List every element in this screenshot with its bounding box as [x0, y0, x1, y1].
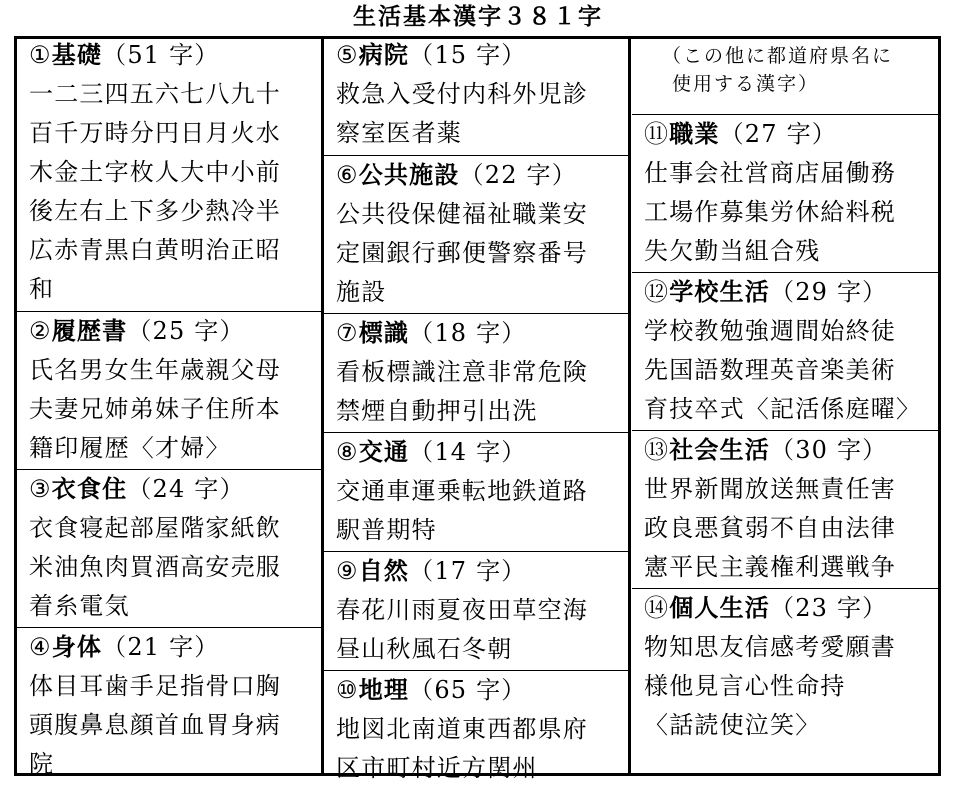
note-line: （この他に都道府県名に — [662, 45, 894, 67]
category-name: 基礎 — [51, 41, 103, 69]
category-name: 公共施設 — [358, 161, 460, 189]
category-number: ⑨ — [336, 557, 359, 585]
category-count: （29 字） — [770, 278, 888, 306]
category-section — [324, 313, 629, 432]
category-number: ⑥ — [336, 161, 359, 189]
category-count: （65 字） — [409, 676, 527, 704]
category-section — [17, 36, 322, 311]
category-section — [632, 272, 938, 430]
category-section — [324, 432, 629, 551]
column-2 — [324, 36, 629, 782]
category-name: 自然 — [358, 557, 410, 585]
kanji-line: 察室医者薬 — [336, 119, 462, 147]
category-count: （14 字） — [409, 438, 527, 466]
kanji-line: 救急入受付内科外児診 — [336, 80, 588, 108]
category-section — [632, 588, 938, 746]
category-heading — [336, 552, 625, 591]
category-heading — [29, 36, 318, 75]
category-number: ⑦ — [336, 319, 359, 347]
kanji-line: 学校教勉強週間始終徒 — [644, 317, 896, 345]
category-heading — [336, 671, 625, 710]
kanji-line: 体目耳歯手足指骨口胸 — [29, 672, 281, 700]
kanji-line: 区市町村近方関州 — [336, 754, 538, 782]
category-name: 身体 — [51, 633, 103, 661]
category-heading — [644, 115, 934, 154]
page-title: 生活基本漢字３８１字 — [353, 4, 603, 30]
kanji-line: 米油魚肉買酒高安売服 — [29, 553, 281, 581]
category-number: ④ — [29, 633, 52, 661]
category-heading — [336, 314, 625, 353]
column-3 — [632, 36, 938, 776]
category-section — [324, 551, 629, 670]
kanji-line: 憲平民主義権利選戦争 — [644, 553, 896, 581]
category-name: 地理 — [358, 676, 410, 704]
category-number: ⑫ — [644, 278, 670, 306]
kanji-line: 木金土字枚人大中小前 — [29, 158, 281, 186]
category-number: ③ — [29, 475, 52, 503]
category-name: 職業 — [669, 120, 720, 148]
kanji-line: 禁煙自動押引出洗 — [336, 397, 538, 425]
category-name: 学校生活 — [669, 278, 771, 306]
category-section — [324, 36, 629, 155]
kanji-line: 地図北南道東西都県府 — [336, 715, 588, 743]
category-count: （21 字） — [102, 633, 220, 661]
category-heading — [644, 431, 934, 470]
kanji-line: 育技卒式〈記活係庭曜〉 — [644, 395, 922, 423]
note-text — [662, 42, 932, 98]
kanji-line: 〈話読使泣笑〉 — [644, 711, 821, 739]
category-name: 交通 — [358, 438, 410, 466]
kanji-line: 院 — [29, 750, 55, 778]
category-number: ⑬ — [644, 436, 670, 464]
category-name: 衣食住 — [51, 475, 128, 503]
category-heading — [29, 312, 318, 351]
category-section — [17, 311, 322, 469]
category-section — [17, 627, 322, 785]
category-count: （25 字） — [127, 317, 245, 345]
kanji-line: 公共役保健福祉職業安 — [336, 200, 588, 228]
category-count: （17 字） — [409, 557, 527, 585]
category-count: （51 字） — [102, 41, 220, 69]
kanji-line: 広赤青黒白黄明治正昭 — [29, 236, 281, 264]
category-heading — [29, 628, 318, 667]
kanji-line: 氏名男女生年歳親父母 — [29, 356, 281, 384]
category-number: ⑪ — [644, 120, 670, 148]
kanji-line: 和 — [29, 275, 55, 303]
kanji-line: 様他見言心性命持 — [644, 672, 846, 700]
column-1 — [17, 36, 322, 776]
prefecture-note — [632, 36, 938, 114]
category-heading — [336, 156, 625, 195]
category-number: ② — [29, 317, 52, 345]
category-heading — [644, 273, 934, 312]
kanji-line: 物知思友信感考愛願書 — [644, 633, 896, 661]
category-section — [632, 114, 938, 272]
kanji-line: 籍印履歴〈才婦〉 — [29, 434, 231, 462]
kanji-line: 百千万時分円日月火水 — [29, 119, 281, 147]
kanji-line: 看板標識注意非常危険 — [336, 358, 588, 386]
category-section — [324, 155, 629, 313]
category-section — [17, 469, 322, 627]
kanji-line: 後左右上下多少熱冷半 — [29, 197, 281, 225]
kanji-line: 先国語数理英音楽美術 — [644, 356, 896, 384]
category-heading — [336, 433, 625, 472]
category-heading — [29, 470, 318, 509]
category-name: 履歴書 — [51, 317, 128, 345]
category-name: 病院 — [358, 41, 410, 69]
category-name: 個人生活 — [669, 594, 771, 622]
kanji-line: 施設 — [336, 278, 387, 306]
category-count: （23 字） — [770, 594, 888, 622]
kanji-line: 着糸電気 — [29, 592, 130, 620]
kanji-line: 失欠勤当組合残 — [644, 237, 821, 265]
category-name: 社会生活 — [669, 436, 771, 464]
category-name: 標識 — [358, 319, 410, 347]
category-count: （15 字） — [409, 41, 527, 69]
category-count: （27 字） — [719, 120, 837, 148]
kanji-line: 夫妻兄姉弟妹子住所本 — [29, 395, 281, 423]
category-heading — [644, 589, 934, 628]
note-line: 使用する漢字） — [672, 73, 820, 95]
category-number: ① — [29, 41, 52, 69]
category-count: （18 字） — [409, 319, 527, 347]
category-section — [632, 430, 938, 588]
kanji-line: 交通車運乗転地鉄道路 — [336, 477, 588, 505]
category-count: （22 字） — [459, 161, 577, 189]
kanji-line: 政良悪貧弱不自由法律 — [644, 514, 896, 542]
kanji-line: 昼山秋風石冬朝 — [336, 635, 513, 663]
kanji-line: 定園銀行郵便警察番号 — [336, 239, 588, 267]
kanji-line: 頭腹鼻息顔首血胃身病 — [29, 711, 281, 739]
category-number: ⑩ — [336, 676, 359, 704]
kanji-line: 世界新聞放送無責任害 — [644, 475, 896, 503]
category-number: ⑭ — [644, 594, 670, 622]
category-count: （30 字） — [770, 436, 888, 464]
category-count: （24 字） — [127, 475, 245, 503]
category-number: ⑧ — [336, 438, 359, 466]
category-heading — [336, 36, 625, 75]
kanji-line: 駅普期特 — [336, 516, 437, 544]
category-number: ⑤ — [336, 41, 359, 69]
kanji-line: 春花川雨夏夜田草空海 — [336, 596, 588, 624]
kanji-line: 仕事会社営商店届働務 — [644, 159, 896, 187]
kanji-line: 衣食寝起部屋階家紙飲 — [29, 514, 281, 542]
category-section — [324, 670, 629, 789]
kanji-line: 工場作募集労休給料税 — [644, 198, 896, 226]
kanji-line: 一二三四五六七八九十 — [29, 80, 281, 108]
